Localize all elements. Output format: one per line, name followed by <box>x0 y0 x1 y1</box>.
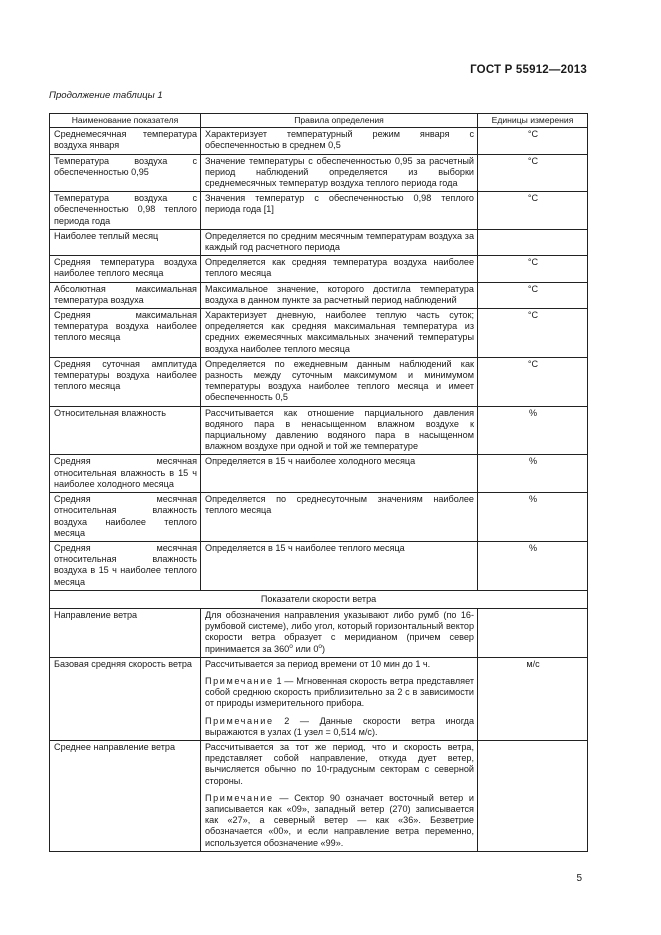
rule-text: ) <box>322 643 326 654</box>
indicator-unit: °С <box>478 309 588 358</box>
indicator-rule: Максимальное значение, которого достигла температура воздуха в данном пункте за расчетный период наблюдений <box>201 282 478 308</box>
table-row <box>50 608 588 657</box>
table-caption: Продолжение таблицы 1 <box>49 90 163 101</box>
indicator-name: Температура воздуха с обеспеченностью 0,98 теплого периода года <box>50 192 201 230</box>
indicator-unit: °С <box>478 357 588 406</box>
table-row <box>50 128 588 154</box>
indicator-name: Среднемесячная температура воздуха января <box>50 128 201 154</box>
indicator-unit: °С <box>478 282 588 308</box>
note-1 <box>205 676 474 710</box>
indicator-unit: % <box>478 493 588 542</box>
table-row <box>50 493 588 542</box>
table-row <box>50 455 588 493</box>
table-row <box>50 229 588 255</box>
note-text: 1 — Мгновенная скорость ветра представляет собой среднюю скорость приблизительно за 2 с в зависимости от природы измерительного прибора. <box>205 675 474 709</box>
indicator-unit: °С <box>478 256 588 282</box>
indicator-rule: Определяется в 15 ч наиболее теплого месяца <box>201 541 478 590</box>
table-row <box>50 406 588 455</box>
indicator-rule: Определяется как средняя температура воздуха наиболее теплого месяца <box>201 256 478 282</box>
indicators-table <box>49 113 588 852</box>
column-header-name: Наименование показателя <box>50 114 201 128</box>
indicator-rule: Значения температур с обеспеченностью 0,98 теплого периода года [1] <box>201 192 478 230</box>
table-header-row <box>50 114 588 128</box>
indicator-unit: % <box>478 455 588 493</box>
indicator-unit: % <box>478 541 588 590</box>
indicator-unit <box>478 740 588 851</box>
indicator-unit: °С <box>478 192 588 230</box>
indicator-name: Средняя месячная относительная влажность воздуха наиболее теплого месяца <box>50 493 201 542</box>
indicator-rule: Характеризует дневную, наиболее теплую часть суток; определяется как средняя максимальная температура из средних ежемесячных максимальных значений температуры воздуха наиболее теплого месяца <box>201 309 478 358</box>
table-row <box>50 740 588 851</box>
indicator-name: Средняя суточная амплитуда температуры воздуха наиболее теплого месяца <box>50 357 201 406</box>
indicator-name: Абсолютная максимальная температура воздуха <box>50 282 201 308</box>
note-label: Примечание <box>205 792 274 803</box>
note-label: Примечание <box>205 675 274 686</box>
degree-superscript: о <box>318 642 323 650</box>
indicator-name: Средняя месячная относительная влажность воздуха в 15 ч наиболее теплого месяца <box>50 541 201 590</box>
indicator-name: Базовая средняя скорость ветра <box>50 657 201 740</box>
indicator-unit: °С <box>478 154 588 192</box>
table-row <box>50 154 588 192</box>
note-text: 2 — Данные скорости ветра иногда выражаются в узлах (1 узел = 0,514 м/с). <box>205 715 474 737</box>
indicator-rule: Определяется в 15 ч наиболее холодного месяца <box>201 455 478 493</box>
indicator-unit: м/с <box>478 657 588 740</box>
indicator-rule <box>201 740 478 851</box>
note <box>205 793 474 849</box>
table-row <box>50 541 588 590</box>
indicator-name: Наиболее теплый месяц <box>50 229 201 255</box>
indicator-unit: % <box>478 406 588 455</box>
indicator-rule: Определяется по ежедневным данным наблюдений как разность между суточным максимумом и минимумом температуры воздуха наиболее теплого месяца и имеет обеспеченность 0,5 <box>201 357 478 406</box>
table-row <box>50 256 588 282</box>
indicator-rule: Характеризует температурный режим января с обеспеченностью в среднем 0,5 <box>201 128 478 154</box>
indicator-rule <box>201 657 478 740</box>
table-row <box>50 357 588 406</box>
indicator-rule <box>201 608 478 657</box>
indicator-name: Температура воздуха с обеспеченностью 0,95 <box>50 154 201 192</box>
note-2 <box>205 716 474 738</box>
indicator-name: Направление ветра <box>50 608 201 657</box>
rule-text: Для обозначения направления указывают либо румб (по 16-румбовой системе), либо угол, который горизонтальный вектор скорости ветра образует с меридианом (причем север принимается за 360 <box>205 609 474 654</box>
column-header-rule: Правила определения <box>201 114 478 128</box>
indicator-name: Средняя месячная относительная влажность в 15 ч наиболее холодного месяца <box>50 455 201 493</box>
table-row <box>50 657 588 740</box>
rule-text: или 0 <box>292 643 319 654</box>
indicator-rule: Рассчитывается как отношение парциального давления водяного пара в ненасыщенном влажном воздухе к парциальному давлению водяного пара в насыщенном влажном воздухе при одной и той же температуре <box>201 406 478 455</box>
indicator-unit: °С <box>478 128 588 154</box>
indicator-rule: Определяется по средним месячным температурам воздуха за каждый год расчетного периода <box>201 229 478 255</box>
section-row <box>50 590 588 608</box>
indicator-name: Относительная влажность <box>50 406 201 455</box>
page-number: 5 <box>576 873 582 884</box>
indicator-unit <box>478 229 588 255</box>
indicator-unit <box>478 608 588 657</box>
indicator-name: Среднее направление ветра <box>50 740 201 851</box>
table-row <box>50 282 588 308</box>
indicator-name: Средняя температура воздуха наиболее теплого месяца <box>50 256 201 282</box>
table-row <box>50 309 588 358</box>
rule-text: Рассчитывается за период времени от 10 мин до 1 ч. <box>205 658 431 669</box>
table-row <box>50 192 588 230</box>
degree-superscript: о <box>289 642 293 650</box>
note-text: — Сектор 90 означает восточный ветер и записывается как «09», западный ветер (270) записывается как «27», а северный ветер — как «36». Безветрие обозначается «00», и если направление ветра переменно, используется обозначение «99». <box>205 792 474 848</box>
indicator-rule: Определяется по среднесуточным значениям наиболее теплого месяца <box>201 493 478 542</box>
note-label: Примечание <box>205 715 274 726</box>
standard-number: ГОСТ Р 55912—2013 <box>470 64 587 76</box>
column-header-unit: Единицы измерения <box>478 114 588 128</box>
indicator-rule: Значение температуры с обеспеченностью 0,95 за расчетный период наблюдений определяется из выборки среднемесячных температур воздуха теплого периода года <box>201 154 478 192</box>
rule-text: Рассчитывается за тот же период, что и скорость ветра, представляет собой направление, откуда дует ветер, вычисляется обычно по 10-градусным секторам с северной стороны. <box>205 741 474 786</box>
indicator-name: Средняя максимальная температура воздуха наиболее теплого месяца <box>50 309 201 358</box>
section-title: Показатели скорости ветра <box>50 590 588 608</box>
